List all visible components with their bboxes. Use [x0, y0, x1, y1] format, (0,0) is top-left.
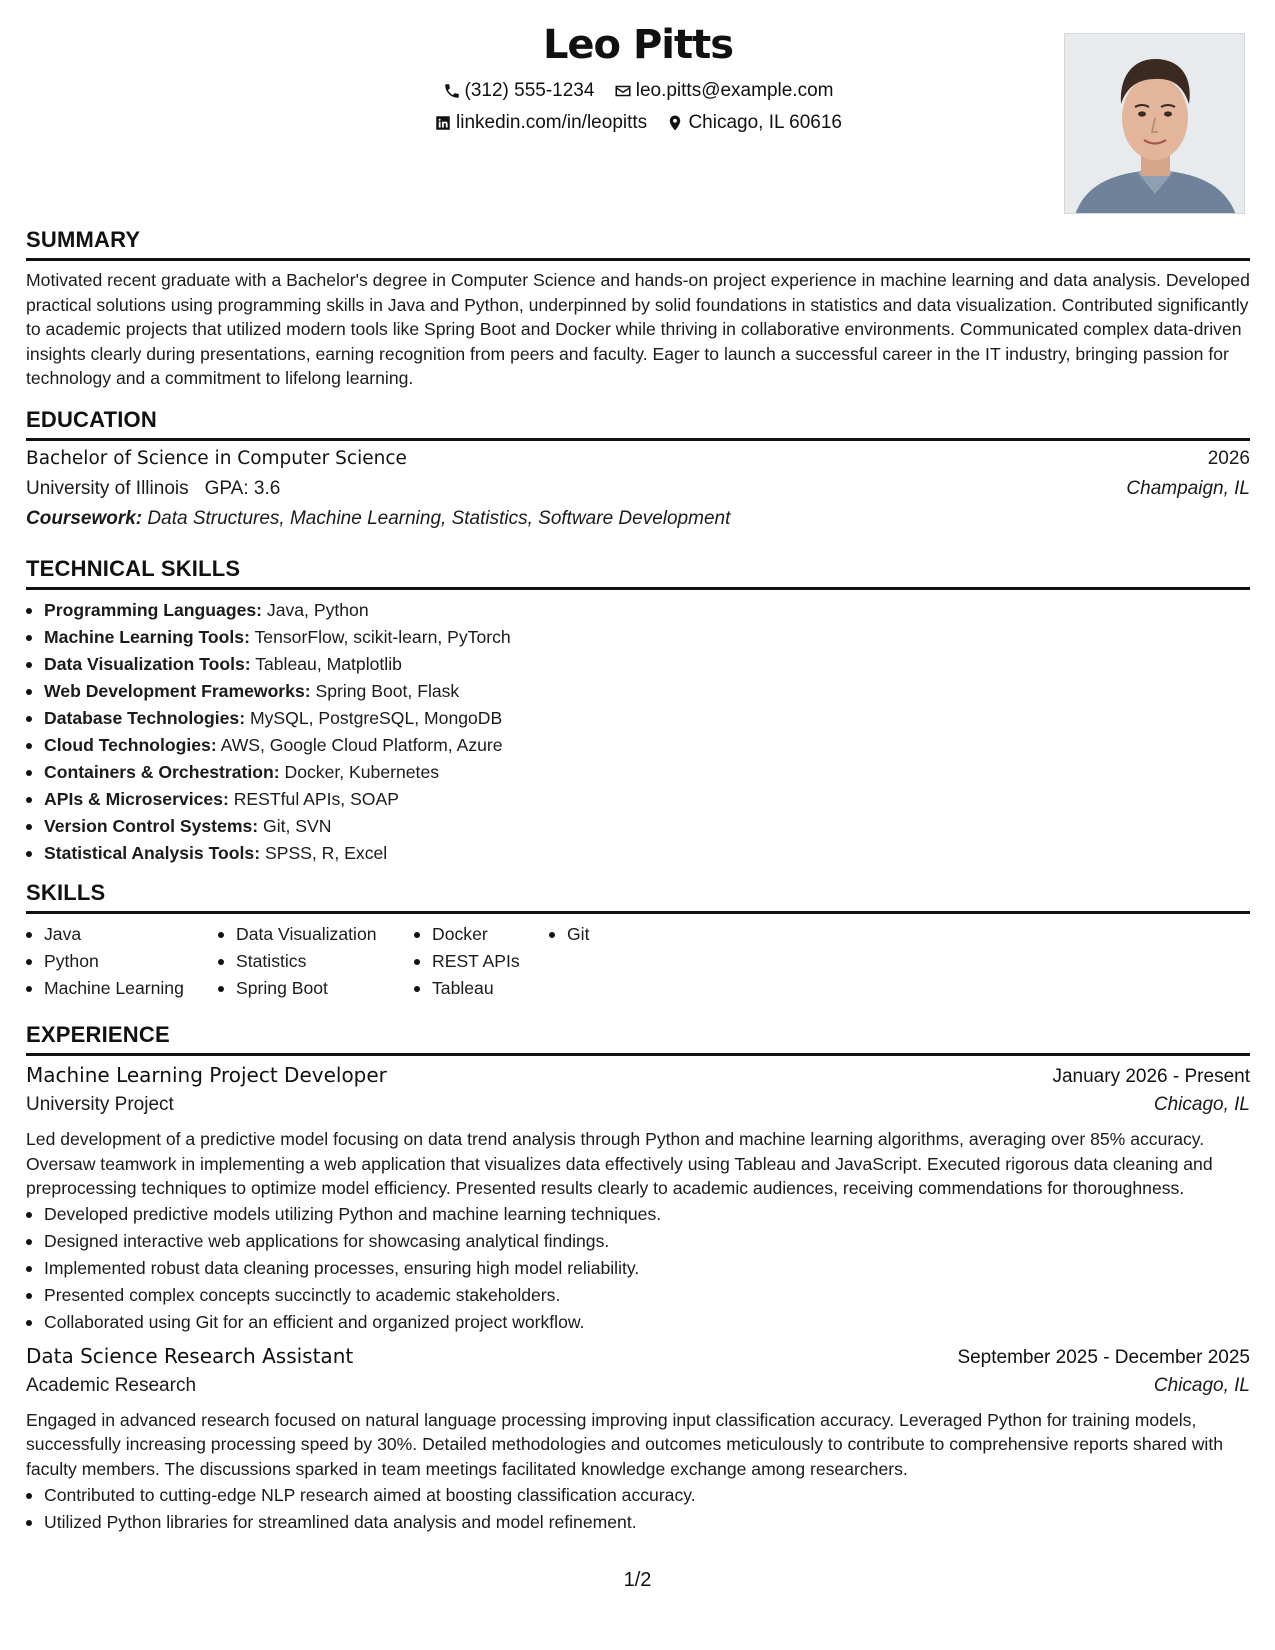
- resume-header: [26, 0, 1250, 215]
- list-item: Spring Boot: [218, 975, 394, 1002]
- job-title-row: [26, 1344, 1250, 1375]
- skills-column-4: [549, 921, 589, 1002]
- list-item: Machine Learning: [26, 975, 198, 1002]
- skill-values: Java, Python: [266, 600, 369, 620]
- education-degree-row: [26, 448, 1250, 478]
- list-item: Tableau: [414, 975, 529, 1002]
- location-text: Chicago, IL 60616: [688, 112, 842, 133]
- job-entry: [26, 1344, 1250, 1536]
- summary-heading: SUMMARY: [26, 227, 1250, 261]
- list-item: Statistics: [218, 948, 394, 975]
- skill-values: RESTful APIs, SOAP: [233, 789, 399, 809]
- summary-text: Motivated recent graduate with a Bachelor's degree in Computer Science and hands-on project experience in machine learning and data analysis. Developed practical solutions using programming skills in Java and Python, underpinned by solid foundations in statistics and data visualization. Contributed significantly to academic projects that utilized modern tools like Spring Boot and Docker while thriving in collaborative environments. Communicated complex data-driven insights clearly during presentations, earning recognition from peers and faculty. Eager to launch a successful career in the IT industry, bringing passion for technology and a commitment to lifelong learning.: [26, 270, 1250, 389]
- skill-values: TensorFlow, scikit-learn, PyTorch: [254, 627, 511, 647]
- skill-category: Statistical Analysis Tools:: [44, 843, 261, 863]
- page-number: 1/2: [623, 1569, 652, 1591]
- job-organization: University Project: [26, 1094, 174, 1115]
- technical-skills-list: [26, 597, 1250, 867]
- job-organization: Academic Research: [26, 1374, 197, 1396]
- job-description: Engaged in advanced research focused on natural language processing improving input classification accuracy. Leveraged Python for training models, successfully increasing processing speed by 30%. Detailed methodologies and outcomes meticulously to contribute to comprehensive reports shared with faculty members. The discussions sparked in team meetings facilitated knowledge exchange among researchers.: [26, 1409, 1224, 1479]
- education-school-row: [26, 478, 1250, 508]
- list-item: Developed predictive models utilizing Python and machine learning techniques.: [26, 1201, 1250, 1228]
- job-location: Chicago, IL: [1153, 1094, 1250, 1115]
- summary-section: [26, 227, 1250, 391]
- coursework: [26, 508, 1250, 530]
- list-item: Implemented robust data cleaning processes, ensuring high model reliability.: [26, 1255, 1250, 1282]
- skills-column-3: [414, 921, 529, 1002]
- contact-phone[interactable]: [443, 80, 595, 102]
- resume-page: [26, 0, 1250, 1650]
- job-org-row: [26, 1375, 1250, 1406]
- education-heading: EDUCATION: [26, 407, 1250, 441]
- list-item: [26, 732, 1250, 759]
- skill-category: Machine Learning Tools:: [44, 627, 250, 647]
- list-item: Git: [549, 921, 589, 948]
- list-item: Docker: [414, 921, 529, 948]
- skills-heading: SKILLS: [26, 880, 1250, 914]
- skill-values: Git, SVN: [263, 816, 332, 836]
- contact-email[interactable]: [614, 80, 834, 102]
- experience-heading: EXPERIENCE: [26, 1022, 1250, 1056]
- education-section: [26, 407, 1250, 530]
- list-item: [26, 705, 1250, 732]
- profile-photo: [1064, 33, 1245, 214]
- phone-text: (312) 555-1234: [464, 80, 595, 101]
- coursework-label: Coursework:: [26, 508, 143, 529]
- linkedin-icon: [434, 114, 452, 132]
- list-item: Designed interactive web applications for showcasing analytical findings.: [26, 1228, 1250, 1255]
- skill-category: Version Control Systems:: [44, 816, 259, 836]
- skills-column-1: [26, 921, 198, 1002]
- coursework-list: Data Structures, Machine Learning, Statistics, Software Development: [147, 508, 731, 529]
- list-item: [26, 786, 1250, 813]
- job-entry: [26, 1063, 1250, 1336]
- email-text: leo.pitts@example.com: [635, 80, 834, 101]
- candidate-name: Leo Pitts: [542, 22, 734, 68]
- envelope-icon: [614, 82, 632, 100]
- skill-category: Data Visualization Tools:: [44, 654, 251, 674]
- job-title-row: [26, 1063, 1250, 1094]
- job-bullets: [26, 1482, 1250, 1536]
- skill-values: AWS, Google Cloud Platform, Azure: [220, 735, 503, 755]
- graduation-year: 2026: [1207, 448, 1250, 469]
- list-item: [26, 651, 1250, 678]
- experience-section: [26, 1022, 1250, 1536]
- list-item: Java: [26, 921, 198, 948]
- profile-photo-illustration: [1065, 34, 1245, 214]
- linkedin-text: linkedin.com/in/leopitts: [456, 112, 648, 133]
- skill-values: Docker, Kubernetes: [284, 762, 440, 782]
- skills-section: [26, 880, 1250, 1002]
- skill-category: Programming Languages:: [44, 600, 262, 620]
- list-item: [26, 597, 1250, 624]
- list-item: [26, 759, 1250, 786]
- job-dates: September 2025 - December 2025: [957, 1346, 1250, 1368]
- list-item: Contributed to cutting-edge NLP research aimed at boosting classification accuracy.: [26, 1482, 1250, 1509]
- list-item: Utilized Python libraries for streamlined data analysis and model refinement.: [26, 1509, 1250, 1536]
- school-name: University of Illinois: [26, 478, 189, 499]
- list-item: Collaborated using Git for an efficient and organized project workflow.: [26, 1309, 1250, 1336]
- skill-category: Database Technologies:: [44, 708, 246, 728]
- contact-linkedin[interactable]: [434, 112, 647, 134]
- phone-icon: [443, 82, 461, 100]
- list-item: [26, 678, 1250, 705]
- skills-grid: [26, 921, 1250, 1002]
- skill-values: MySQL, PostgreSQL, MongoDB: [249, 708, 503, 728]
- skill-values: Spring Boot, Flask: [315, 681, 460, 701]
- list-item: Data Visualization: [218, 921, 394, 948]
- school-location: Champaign, IL: [1126, 478, 1250, 499]
- technical-skills-section: [26, 556, 1250, 867]
- job-org-row: [26, 1094, 1250, 1125]
- list-item: [26, 624, 1250, 651]
- skill-values: Tableau, Matplotlib: [255, 654, 402, 674]
- job-dates: January 2026 - Present: [1052, 1066, 1250, 1087]
- gpa: GPA: 3.6: [204, 478, 281, 499]
- skills-column-2: [218, 921, 394, 1002]
- list-item: [26, 813, 1250, 840]
- job-bullets: [26, 1201, 1250, 1336]
- list-item: Python: [26, 948, 198, 975]
- list-item: REST APIs: [414, 948, 529, 975]
- skill-values: SPSS, R, Excel: [264, 843, 388, 863]
- contact-location: [666, 112, 842, 134]
- skill-category: Cloud Technologies:: [44, 735, 217, 755]
- list-item: [26, 840, 1250, 867]
- skill-category: APIs & Microservices:: [44, 789, 229, 809]
- list-item: Presented complex concepts succinctly to academic stakeholders.: [26, 1282, 1250, 1309]
- map-pin-icon: [666, 114, 684, 132]
- job-location: Chicago, IL: [1153, 1374, 1250, 1396]
- job-description: Led development of a predictive model focusing on data trend analysis through Python and machine learning algorithms, averaging over 85% accuracy. Oversaw teamwork in implementing a web application that visualizes data effectively using Tableau and JavaScript. Executed rigorous data cleaning and preprocessing techniques to optimize model efficiency. Presented results clearly to academic audiences, receiving commendations for thoroughness.: [26, 1129, 1213, 1199]
- degree-name: Bachelor of Science in Computer Science: [26, 448, 407, 469]
- technical-skills-heading: TECHNICAL SKILLS: [26, 556, 1250, 590]
- skill-category: Web Development Frameworks:: [44, 681, 311, 701]
- skill-category: Containers & Orchestration:: [44, 762, 280, 782]
- school-info: [26, 478, 280, 500]
- job-title: Machine Learning Project Developer: [26, 1063, 387, 1087]
- job-title: Data Science Research Assistant: [26, 1343, 354, 1368]
